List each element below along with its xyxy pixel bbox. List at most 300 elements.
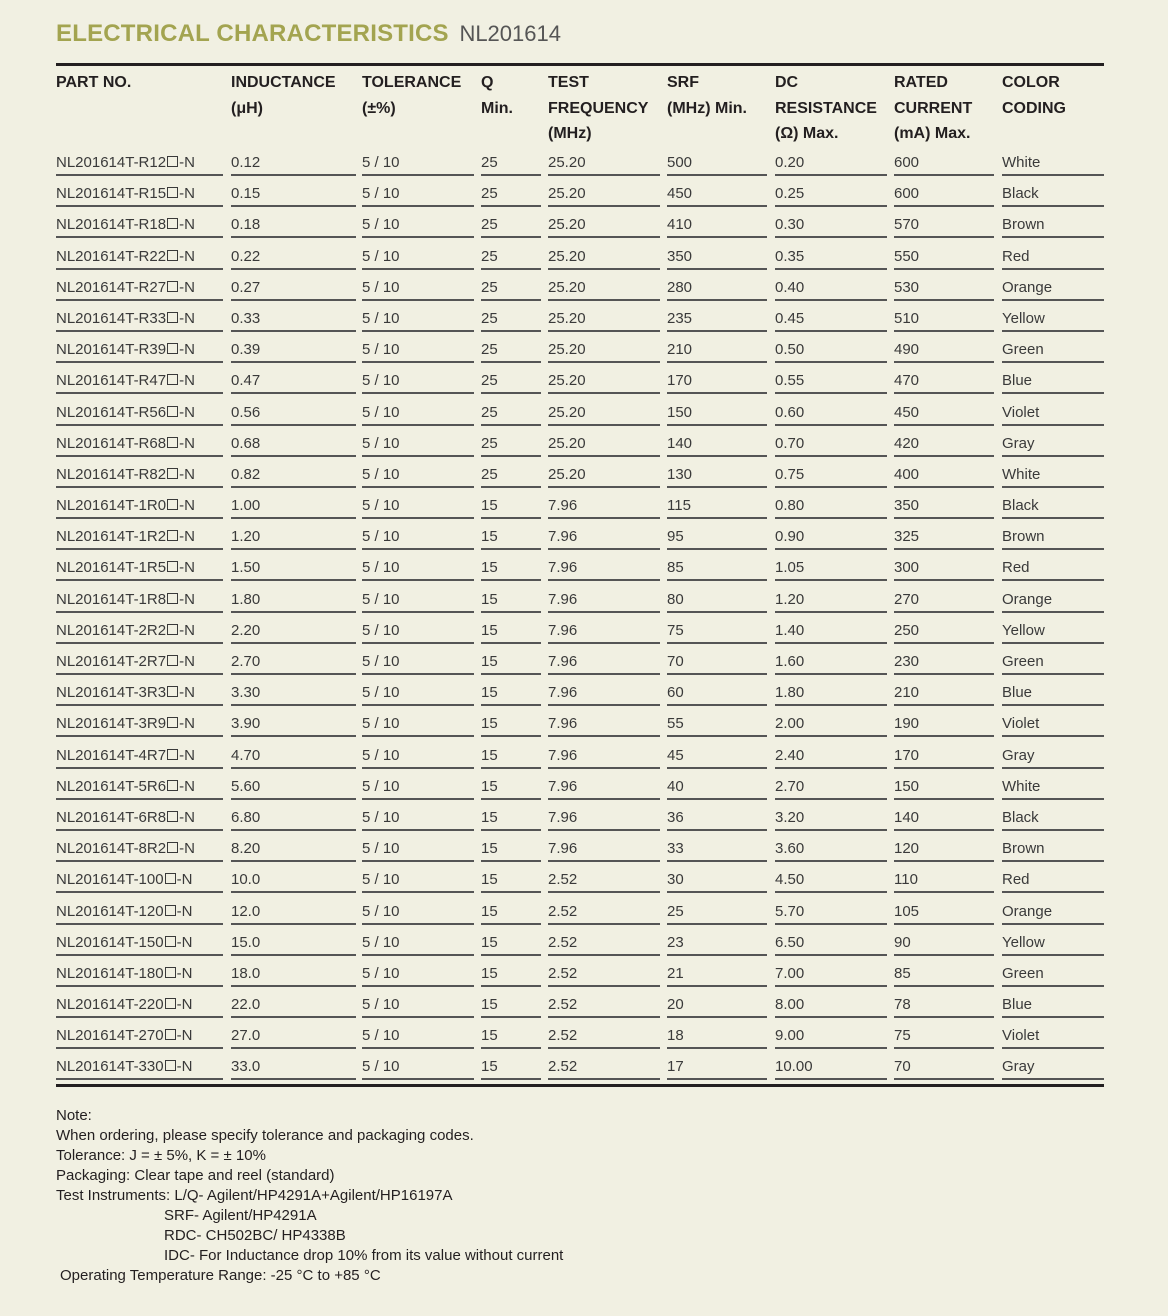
cell-part-no: [56, 366, 223, 394]
cell-rated-current: 510: [894, 304, 994, 332]
header-inductance-line: (μH): [231, 99, 263, 117]
part-number-prefix: NL201614T-R33: [56, 309, 167, 327]
cell-color-coding: Yellow: [1002, 928, 1104, 956]
cell-inductance: 5.60: [231, 772, 356, 800]
table-row: [56, 803, 1104, 834]
cell-inductance: 8.20: [231, 834, 356, 862]
part-number-suffix: -N: [176, 933, 193, 951]
cell-srf: 280: [667, 273, 767, 301]
cell-test-frequency: 2.52: [548, 990, 660, 1018]
cell-rated-current: 90: [894, 928, 994, 956]
tolerance-code-box-icon: [167, 530, 178, 541]
table-row: [56, 1052, 1104, 1083]
cell-dc-resistance: 0.35: [775, 242, 887, 270]
cell-color-coding: Gray: [1002, 429, 1104, 457]
part-number-suffix: -N: [179, 777, 195, 795]
tolerance-code-box-icon: [167, 281, 178, 292]
tolerance-code-box-icon: [167, 250, 178, 261]
cell-dc-resistance: 0.30: [775, 210, 887, 238]
cell-tolerance: 5 / 10: [362, 959, 474, 987]
tolerance-code-box-icon: [167, 842, 178, 853]
cell-q-min: 15: [481, 678, 541, 706]
cell-test-frequency: 25.20: [548, 273, 660, 301]
cell-rated-current: 105: [894, 897, 994, 925]
cell-q-min: 25: [481, 429, 541, 457]
part-number-prefix: NL201614T-R15: [56, 185, 167, 203]
table-row: [56, 709, 1104, 740]
cell-test-frequency: 25.20: [548, 335, 660, 363]
cell-rated-current: 150: [894, 772, 994, 800]
cell-srf: 210: [667, 335, 767, 363]
cell-q-min: 25: [481, 398, 541, 426]
cell-q-min: 25: [481, 148, 541, 176]
cell-srf: 235: [667, 304, 767, 332]
cell-tolerance: 5 / 10: [362, 741, 474, 769]
tolerance-code-box-icon: [167, 811, 178, 822]
cell-inductance: 0.22: [231, 242, 356, 270]
cell-part-no: [56, 616, 223, 644]
part-number-prefix: NL201614T-150: [56, 933, 164, 951]
part-number-suffix: -N: [179, 497, 195, 515]
cell-test-frequency: 2.52: [548, 959, 660, 987]
cell-part-no: [56, 1052, 223, 1080]
table-row: [56, 928, 1104, 959]
part-number-prefix: NL201614T-5R6: [56, 777, 167, 795]
note-heading: Note:: [56, 1107, 92, 1124]
cell-part-no: [56, 741, 223, 769]
part-number-suffix: -N: [179, 154, 195, 171]
header-q-min-line: Q: [481, 74, 494, 91]
table-row: [56, 616, 1104, 647]
cell-test-frequency: 25.20: [548, 148, 660, 176]
tolerance-code-box-icon: [167, 437, 178, 448]
cell-inductance: 3.30: [231, 678, 356, 706]
cell-q-min: 25: [481, 273, 541, 301]
cell-tolerance: 5 / 10: [362, 210, 474, 238]
cell-part-no: [56, 179, 223, 207]
cell-inductance: 0.56: [231, 398, 356, 426]
cell-test-frequency: 2.52: [548, 928, 660, 956]
table-row: [56, 491, 1104, 522]
cell-part-no: [56, 678, 223, 706]
tolerance-code-box-icon: [167, 218, 178, 229]
cell-color-coding: Yellow: [1002, 304, 1104, 332]
cell-part-no: [56, 1021, 223, 1049]
cell-inductance: 0.15: [231, 179, 356, 207]
part-number-suffix: -N: [176, 871, 193, 889]
table-row: [56, 366, 1104, 397]
cell-tolerance: 5 / 10: [362, 616, 474, 644]
cell-rated-current: 550: [894, 242, 994, 270]
cell-srf: 18: [667, 1021, 767, 1049]
header-dc-resistance-line: DC: [775, 74, 799, 91]
cell-srf: 130: [667, 460, 767, 488]
cell-part-no: [56, 335, 223, 363]
cell-dc-resistance: 8.00: [775, 990, 887, 1018]
cell-rated-current: 450: [894, 398, 994, 426]
cell-q-min: 15: [481, 803, 541, 831]
cell-part-no: [56, 304, 223, 332]
cell-q-min: 15: [481, 491, 541, 519]
cell-tolerance: 5 / 10: [362, 553, 474, 581]
header-srf-line: SRF: [667, 74, 699, 91]
cell-test-frequency: 7.96: [548, 678, 660, 706]
header-q-min: [481, 70, 513, 121]
cell-color-coding: Blue: [1002, 678, 1104, 706]
header-rated-current-line: RATED: [894, 74, 948, 91]
tolerance-code-box-icon: [167, 593, 178, 604]
notes-section: [56, 1106, 563, 1286]
part-number-suffix: -N: [179, 434, 195, 452]
cell-part-no: [56, 803, 223, 831]
cell-srf: 350: [667, 242, 767, 270]
table-row: [56, 865, 1104, 896]
cell-dc-resistance: 3.20: [775, 803, 887, 831]
cell-dc-resistance: 0.40: [775, 273, 887, 301]
cell-tolerance: 5 / 10: [362, 366, 474, 394]
cell-part-no: [56, 522, 223, 550]
part-number-prefix: NL201614T-R39: [56, 341, 167, 359]
cell-dc-resistance: 2.70: [775, 772, 887, 800]
cell-inductance: 0.33: [231, 304, 356, 332]
part-number-suffix: -N: [179, 278, 195, 296]
tolerance-code-box-icon: [165, 967, 176, 978]
table-row: [56, 741, 1104, 772]
cell-rated-current: 170: [894, 741, 994, 769]
cell-tolerance: 5 / 10: [362, 460, 474, 488]
cell-color-coding: Orange: [1002, 897, 1104, 925]
cell-q-min: 15: [481, 865, 541, 893]
cell-part-no: [56, 897, 223, 925]
cell-q-min: 25: [481, 242, 541, 270]
part-number-prefix: NL201614T-1R0: [56, 497, 167, 515]
cell-part-no: [56, 491, 223, 519]
cell-part-no: [56, 273, 223, 301]
header-tolerance-line: (±%): [362, 99, 396, 117]
cell-q-min: 15: [481, 1021, 541, 1049]
cell-inductance: 1.00: [231, 491, 356, 519]
cell-color-coding: Green: [1002, 335, 1104, 363]
note-rdc: RDC- CH502BC/ HP4338B: [164, 1227, 346, 1244]
cell-test-frequency: 7.96: [548, 803, 660, 831]
header-color-coding-line: COLOR: [1002, 74, 1060, 91]
cell-srf: 70: [667, 647, 767, 675]
part-number-suffix: -N: [179, 247, 195, 265]
cell-inductance: 0.82: [231, 460, 356, 488]
cell-tolerance: 5 / 10: [362, 990, 474, 1018]
cell-dc-resistance: 0.80: [775, 491, 887, 519]
cell-inductance: 2.70: [231, 647, 356, 675]
header-dc-resistance: [775, 70, 877, 147]
cell-color-coding: Gray: [1002, 741, 1104, 769]
table-row: [56, 834, 1104, 865]
header-test-frequency-line: (MHz): [548, 125, 592, 142]
cell-inductance: 0.27: [231, 273, 356, 301]
header-tolerance: [362, 70, 461, 121]
cell-color-coding: Black: [1002, 803, 1104, 831]
table-row: [56, 148, 1104, 179]
part-number-prefix: NL201614T-R22: [56, 247, 167, 265]
cell-dc-resistance: 7.00: [775, 959, 887, 987]
part-number-prefix: NL201614T-1R2: [56, 528, 167, 546]
cell-color-coding: Orange: [1002, 585, 1104, 613]
part-number-suffix: -N: [179, 309, 195, 327]
cell-rated-current: 490: [894, 335, 994, 363]
cell-tolerance: 5 / 10: [362, 678, 474, 706]
cell-color-coding: White: [1002, 460, 1104, 488]
cell-dc-resistance: 0.45: [775, 304, 887, 332]
cell-part-no: [56, 553, 223, 581]
cell-tolerance: 5 / 10: [362, 398, 474, 426]
tolerance-code-box-icon: [165, 873, 176, 884]
tolerance-code-box-icon: [167, 686, 178, 697]
cell-dc-resistance: 3.60: [775, 834, 887, 862]
cell-color-coding: Green: [1002, 959, 1104, 987]
cell-q-min: 15: [481, 647, 541, 675]
cell-dc-resistance: 10.00: [775, 1052, 887, 1080]
table-body: [56, 148, 1104, 1084]
cell-q-min: 15: [481, 990, 541, 1018]
header-color-coding-line: CODING: [1002, 99, 1066, 117]
cell-rated-current: 190: [894, 709, 994, 737]
cell-test-frequency: 25.20: [548, 366, 660, 394]
cell-tolerance: 5 / 10: [362, 148, 474, 176]
note-test-instruments: Test Instruments: L/Q- Agilent/HP4291A+Agilent/HP16197A: [56, 1187, 453, 1204]
cell-q-min: 25: [481, 366, 541, 394]
cell-color-coding: Brown: [1002, 834, 1104, 862]
cell-rated-current: 325: [894, 522, 994, 550]
part-number-suffix: -N: [179, 746, 195, 764]
part-number-suffix: -N: [176, 902, 193, 920]
cell-test-frequency: 7.96: [548, 647, 660, 675]
cell-tolerance: 5 / 10: [362, 709, 474, 737]
tolerance-code-box-icon: [167, 749, 178, 760]
cell-rated-current: 300: [894, 553, 994, 581]
cell-rated-current: 75: [894, 1021, 994, 1049]
cell-inductance: 18.0: [231, 959, 356, 987]
part-number-suffix: -N: [176, 964, 193, 982]
cell-tolerance: 5 / 10: [362, 242, 474, 270]
cell-dc-resistance: 1.20: [775, 585, 887, 613]
cell-test-frequency: 7.96: [548, 834, 660, 862]
cell-part-no: [56, 398, 223, 426]
cell-dc-resistance: 1.60: [775, 647, 887, 675]
cell-color-coding: Gray: [1002, 1052, 1104, 1080]
cell-inductance: 0.18: [231, 210, 356, 238]
part-number-suffix: -N: [179, 559, 195, 577]
cell-q-min: 15: [481, 1052, 541, 1080]
table-row: [56, 304, 1104, 335]
cell-dc-resistance: 0.90: [775, 522, 887, 550]
cell-rated-current: 85: [894, 959, 994, 987]
cell-test-frequency: 2.52: [548, 1052, 660, 1080]
cell-color-coding: Orange: [1002, 273, 1104, 301]
cell-part-no: [56, 148, 223, 176]
table-row: [56, 273, 1104, 304]
part-number-prefix: NL201614T-8R2: [56, 840, 167, 858]
cell-color-coding: Black: [1002, 179, 1104, 207]
cell-dc-resistance: 5.70: [775, 897, 887, 925]
note-tolerance: Tolerance: J = ± 5%, K = ± 10%: [56, 1147, 266, 1164]
cell-color-coding: Violet: [1002, 398, 1104, 426]
cell-tolerance: 5 / 10: [362, 491, 474, 519]
cell-tolerance: 5 / 10: [362, 429, 474, 457]
part-number-suffix: -N: [179, 216, 195, 234]
cell-srf: 85: [667, 553, 767, 581]
cell-color-coding: White: [1002, 772, 1104, 800]
title-part-series: NL201614: [459, 21, 561, 46]
cell-srf: 140: [667, 429, 767, 457]
cell-test-frequency: 25.20: [548, 460, 660, 488]
part-number-suffix: -N: [179, 528, 195, 546]
part-number-prefix: NL201614T-2R7: [56, 653, 167, 670]
part-number-prefix: NL201614T-R68: [56, 434, 167, 452]
cell-color-coding: Red: [1002, 865, 1104, 893]
cell-test-frequency: 7.96: [548, 522, 660, 550]
header-srf-line: (MHz) Min.: [667, 99, 747, 117]
part-number-prefix: NL201614T-R47: [56, 372, 167, 390]
table-row: [56, 553, 1104, 584]
cell-rated-current: 270: [894, 585, 994, 613]
cell-color-coding: White: [1002, 148, 1104, 176]
cell-dc-resistance: 0.75: [775, 460, 887, 488]
cell-dc-resistance: 0.70: [775, 429, 887, 457]
cell-q-min: 15: [481, 741, 541, 769]
tolerance-code-box-icon: [167, 655, 178, 666]
part-number-prefix: NL201614T-330: [56, 1058, 164, 1076]
cell-tolerance: 5 / 10: [362, 897, 474, 925]
cell-test-frequency: 7.96: [548, 709, 660, 737]
cell-srf: 150: [667, 398, 767, 426]
tolerance-code-box-icon: [167, 717, 178, 728]
cell-srf: 170: [667, 366, 767, 394]
tolerance-code-box-icon: [167, 780, 178, 791]
cell-test-frequency: 7.96: [548, 616, 660, 644]
cell-tolerance: 5 / 10: [362, 273, 474, 301]
table-row: [56, 647, 1104, 678]
cell-srf: 55: [667, 709, 767, 737]
cell-tolerance: 5 / 10: [362, 179, 474, 207]
cell-inductance: 10.0: [231, 865, 356, 893]
cell-q-min: 25: [481, 179, 541, 207]
cell-rated-current: 250: [894, 616, 994, 644]
cell-srf: 23: [667, 928, 767, 956]
cell-color-coding: Yellow: [1002, 616, 1104, 644]
cell-test-frequency: 7.96: [548, 553, 660, 581]
cell-color-coding: Violet: [1002, 1021, 1104, 1049]
table-row: [56, 429, 1104, 460]
cell-srf: 95: [667, 522, 767, 550]
tolerance-code-box-icon: [165, 936, 176, 947]
cell-test-frequency: 7.96: [548, 491, 660, 519]
part-number-prefix: NL201614T-4R7: [56, 746, 167, 764]
spec-table: [56, 63, 1104, 1087]
cell-part-no: [56, 242, 223, 270]
cell-dc-resistance: 9.00: [775, 1021, 887, 1049]
header-tolerance-line: TOLERANCE: [362, 74, 462, 91]
cell-inductance: 22.0: [231, 990, 356, 1018]
cell-part-no: [56, 460, 223, 488]
cell-srf: 17: [667, 1052, 767, 1080]
cell-part-no: [56, 865, 223, 893]
header-test-frequency-line: TEST: [548, 74, 589, 91]
cell-srf: 25: [667, 897, 767, 925]
cell-inductance: 3.90: [231, 709, 356, 737]
cell-srf: 40: [667, 772, 767, 800]
cell-dc-resistance: 0.50: [775, 335, 887, 363]
tolerance-code-box-icon: [167, 406, 178, 417]
part-number-suffix: -N: [179, 684, 195, 702]
cell-rated-current: 420: [894, 429, 994, 457]
cell-dc-resistance: 6.50: [775, 928, 887, 956]
cell-test-frequency: 2.52: [548, 865, 660, 893]
part-number-prefix: NL201614T-R82: [56, 465, 167, 483]
cell-dc-resistance: 0.20: [775, 148, 887, 176]
cell-tolerance: 5 / 10: [362, 304, 474, 332]
cell-tolerance: 5 / 10: [362, 928, 474, 956]
part-number-suffix: -N: [176, 1058, 193, 1076]
part-number-prefix: NL201614T-R18: [56, 216, 167, 234]
cell-dc-resistance: 4.50: [775, 865, 887, 893]
header-rated-current: [894, 70, 972, 147]
cell-srf: 450: [667, 179, 767, 207]
note-ordering: When ordering, please specify tolerance and packaging codes.: [56, 1127, 474, 1144]
tolerance-code-box-icon: [167, 561, 178, 572]
cell-tolerance: 5 / 10: [362, 834, 474, 862]
tolerance-code-box-icon: [167, 312, 178, 323]
header-part-no: [56, 70, 131, 96]
cell-tolerance: 5 / 10: [362, 1052, 474, 1080]
cell-tolerance: 5 / 10: [362, 1021, 474, 1049]
part-number-suffix: -N: [179, 808, 195, 826]
cell-test-frequency: 7.96: [548, 741, 660, 769]
cell-tolerance: 5 / 10: [362, 647, 474, 675]
cell-dc-resistance: 1.80: [775, 678, 887, 706]
table-row: [56, 522, 1104, 553]
cell-inductance: 33.0: [231, 1052, 356, 1080]
header-dc-resistance-line: (Ω) Max.: [775, 125, 839, 142]
part-number-suffix: -N: [179, 341, 195, 359]
cell-srf: 75: [667, 616, 767, 644]
cell-q-min: 25: [481, 304, 541, 332]
part-number-prefix: NL201614T-3R3: [56, 684, 167, 702]
part-number-suffix: -N: [179, 653, 195, 670]
cell-test-frequency: 2.52: [548, 1021, 660, 1049]
cell-inductance: 12.0: [231, 897, 356, 925]
note-srf: SRF- Agilent/HP4291A: [164, 1207, 317, 1224]
part-number-suffix: -N: [179, 621, 195, 639]
cell-color-coding: Violet: [1002, 709, 1104, 737]
part-number-suffix: -N: [179, 715, 195, 733]
part-number-suffix: -N: [179, 185, 195, 203]
cell-color-coding: Blue: [1002, 990, 1104, 1018]
cell-rated-current: 120: [894, 834, 994, 862]
cell-srf: 30: [667, 865, 767, 893]
cell-rated-current: 470: [894, 366, 994, 394]
cell-test-frequency: 7.96: [548, 772, 660, 800]
cell-part-no: [56, 834, 223, 862]
cell-srf: 410: [667, 210, 767, 238]
tolerance-code-box-icon: [167, 156, 178, 167]
table-row: [56, 990, 1104, 1021]
cell-rated-current: 110: [894, 865, 994, 893]
cell-inductance: 6.80: [231, 803, 356, 831]
table-row: [56, 772, 1104, 803]
cell-tolerance: 5 / 10: [362, 803, 474, 831]
cell-q-min: 15: [481, 959, 541, 987]
cell-tolerance: 5 / 10: [362, 772, 474, 800]
cell-test-frequency: 25.20: [548, 429, 660, 457]
